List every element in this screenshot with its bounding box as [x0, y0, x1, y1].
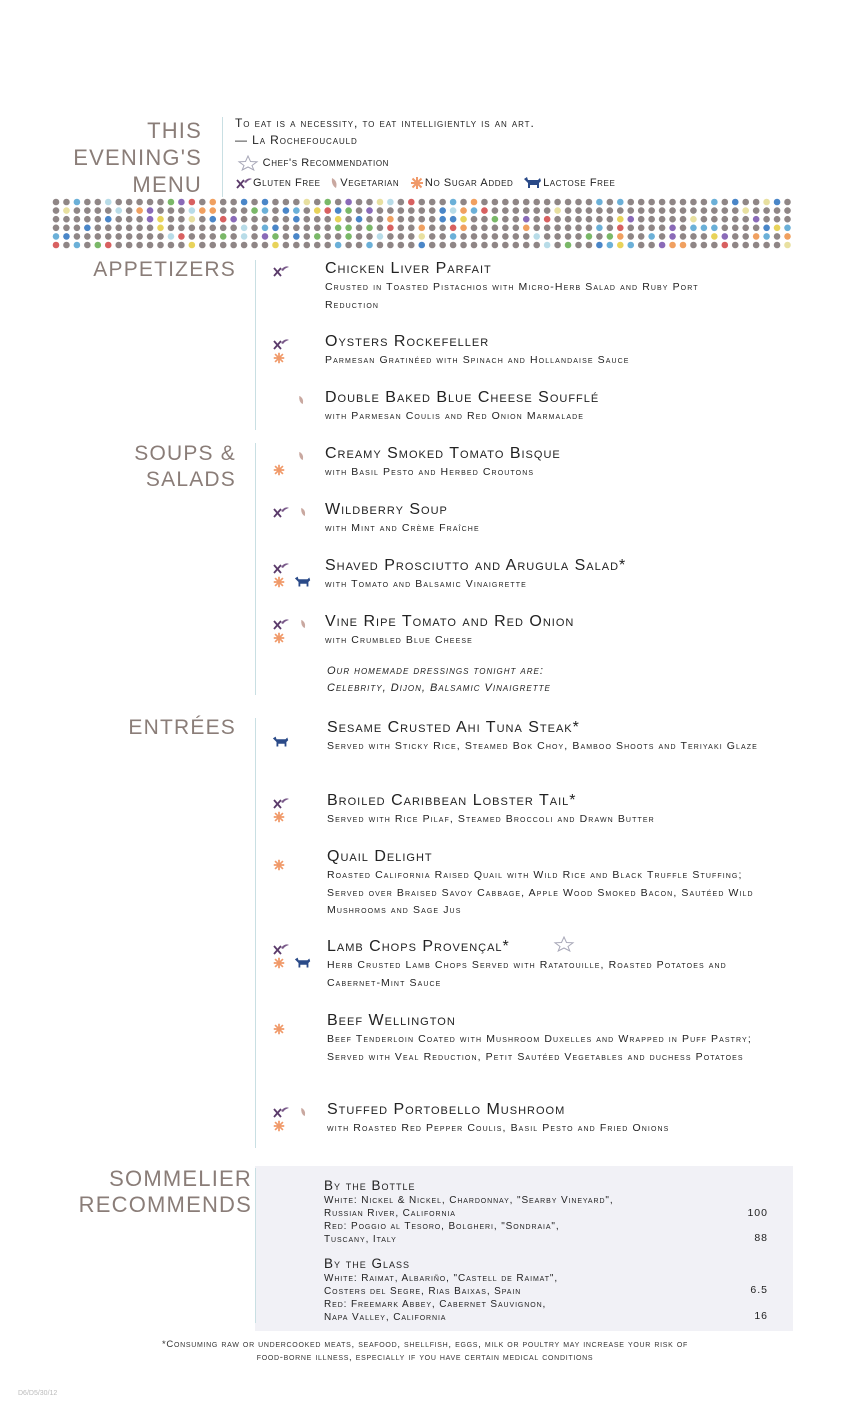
dish-description: Served with Rice Pilaf, Steamed Broccoli and Drawn Butter — [327, 813, 655, 825]
glass-white-line-1: White: Raimat, Albariño, "Castell de Raimat", — [324, 1273, 559, 1284]
menu-title — [30, 117, 202, 198]
legend-chef — [237, 155, 389, 171]
no-sugar-added-icon — [272, 1022, 286, 1036]
vegetarian-icon — [296, 449, 306, 463]
dietary-icons — [270, 393, 316, 423]
menu-title-line-3: MENU — [132, 172, 202, 197]
dish-name: Broiled Caribbean Lobster Tail* — [327, 792, 577, 809]
dish-item — [325, 557, 755, 594]
no-sugar-added-icon — [272, 956, 286, 970]
lactose-free-icon — [272, 735, 290, 749]
no-sugar-added-icon — [272, 463, 286, 477]
dish-description: Crusted in Toasted Pistachios with Micro-Herb Salad and Ruby Port Reduction — [325, 281, 699, 311]
gluten-free-icon — [272, 796, 290, 810]
section-title-entrees: ENTRÉES — [128, 716, 236, 739]
dish-item — [327, 938, 777, 992]
bottle-white-line-1: White: Nickel & Nickel, Chardonnay, "Searby Vineyard", — [324, 1195, 614, 1206]
dish-name: Creamy Smoked Tomato Bisque — [325, 445, 561, 462]
section-title-sommelier — [30, 1166, 252, 1218]
footer-disclaimer — [40, 1338, 810, 1364]
dietary-icons — [270, 852, 316, 882]
dish-item — [327, 1101, 777, 1138]
wine-list — [324, 1178, 774, 1324]
appetizers-divider — [255, 260, 256, 430]
gluten-free-icon — [235, 176, 253, 190]
glass-red-line-2: Napa Valley, California — [324, 1312, 447, 1323]
dish-item — [325, 260, 755, 314]
sommelier-title-line-1: SOMMELIER — [109, 1166, 252, 1191]
dish-item — [327, 719, 777, 756]
glass-red-price: 16 — [754, 1310, 768, 1322]
no-sugar-added-icon — [272, 351, 286, 365]
dish-description: with Crumbled Blue Cheese — [325, 634, 473, 646]
dot-band — [52, 198, 792, 250]
dish-description: with Tomato and Balsamic Vinaigrette — [325, 578, 527, 590]
gluten-free-icon — [272, 617, 290, 631]
vegetarian-icon — [328, 176, 340, 190]
vegetarian-icon — [296, 393, 306, 407]
dietary-icons — [270, 505, 316, 535]
bottle-white — [324, 1194, 774, 1220]
dish-item — [325, 501, 755, 538]
dish-description: with Parmesan Coulis and Red Onion Marmalade — [325, 410, 585, 422]
glass-red-line-1: Red: Freemark Abbey, Cabernet Sauvignon, — [324, 1299, 547, 1310]
vegetarian-icon — [298, 505, 308, 519]
dish-item — [325, 613, 755, 650]
dish-name: Oysters Rockefeller — [325, 333, 490, 350]
dish-item — [325, 333, 755, 370]
legend-gluten-label: Gluten Free — [253, 176, 321, 189]
dish-description: Herb Crusted Lamb Chops Served with Ratatouille, Roasted Potatoes and Cabernet-Mint Sauce — [327, 959, 727, 989]
dietary-icons — [270, 617, 316, 647]
gluten-free-icon — [272, 264, 290, 278]
dietary-icons — [270, 942, 316, 972]
footer-line-1: *Consuming raw or undercooked meats, seafood, shellfish, eggs, milk or poultry may increase your risk of — [162, 1339, 688, 1350]
dish-description: Parmesan Gratinéed with Spinach and Hollandaise Sauce — [325, 354, 630, 366]
dish-name: Shaved Prosciutto and Arugula Salad* — [325, 557, 627, 574]
legend-lactose-label: Lactose Free — [543, 176, 616, 189]
dish-name: Vine Ripe Tomato and Red Onion — [325, 613, 575, 630]
bottle-red-line-2: Tuscany, Italy — [324, 1234, 397, 1245]
header-divider — [222, 117, 223, 197]
dish-name: Beef Wellington — [327, 1012, 456, 1029]
dietary-icons — [270, 796, 316, 826]
dish-name: Double Baked Blue Cheese Soufflé — [325, 389, 600, 406]
quote-author: — La Rochefoucauld — [235, 133, 358, 147]
dish-description: Roasted California Raised Quail with Wild Rice and Black Truffle Stuffing; Served over Braised Savoy Cabbage, Apple Wood Smoked Bacon, Sautéed Wild Mushrooms and Sage Jus — [327, 869, 754, 916]
dietary-icons — [270, 1105, 316, 1135]
sommelier-title-line-2: RECOMMENDS — [78, 1192, 252, 1217]
vegetarian-icon — [298, 1105, 308, 1119]
footer-line-2: food-borne illness, especially if you have certain medical conditions — [256, 1352, 594, 1363]
dish-name: Sesame Crusted Ahi Tuna Steak* — [327, 719, 580, 736]
chef-star-icon — [553, 936, 575, 952]
no-sugar-added-icon — [272, 631, 286, 645]
dressings-line-2: Celebrity, Dijon, Balsamic Vinaigrette — [327, 682, 551, 694]
dish-description: Served with Sticky Rice, Steamed Bok Choy, Bamboo Shoots and Teriyaki Glaze — [327, 740, 758, 752]
no-sugar-added-icon — [272, 1119, 286, 1133]
bottle-red-price: 88 — [754, 1232, 768, 1244]
dressings-note — [327, 663, 551, 697]
glass-white-price: 6.5 — [750, 1284, 768, 1296]
dish-item — [327, 792, 777, 829]
gluten-free-icon — [272, 942, 290, 956]
menu-title-line-2: EVENING'S — [73, 145, 202, 170]
glass-white-line-2: Costers del Segre, Rias Baixas, Spain — [324, 1286, 522, 1297]
bottle-heading: By the Bottle — [324, 1178, 416, 1193]
section-title-appetizers: APPETIZERS — [93, 258, 236, 281]
dressings-line-1: Our homemade dressings tonight are: — [327, 665, 544, 677]
bottle-white-price: 100 — [747, 1207, 768, 1219]
dish-description: Beef Tenderloin Coated with Mushroom Duxelles and Wrapped in Puff Pastry; Served with Veal Reduction, Petit Sautéed Vegetables and duchess Potatoes — [327, 1033, 752, 1063]
no-sugar-added-icon — [272, 858, 286, 872]
dish-item — [327, 848, 777, 920]
dietary-icons — [270, 723, 316, 753]
glass-red — [324, 1298, 774, 1324]
dietary-icons — [270, 337, 316, 367]
no-sugar-added-icon — [409, 176, 425, 190]
dish-item — [327, 1012, 777, 1066]
no-sugar-added-icon — [272, 575, 286, 589]
chef-star-icon — [237, 155, 259, 171]
quote: To eat is a necessity, to eat intelligiently is an art. — [235, 116, 535, 130]
gluten-free-icon — [272, 505, 290, 519]
dish-name: Quail Delight — [327, 848, 433, 865]
bottle-red — [324, 1220, 774, 1246]
sommelier-divider — [255, 1168, 256, 1323]
bottle-white-line-2: Russian River, California — [324, 1208, 456, 1219]
dietary-icons — [270, 1016, 316, 1046]
gluten-free-icon — [272, 337, 290, 351]
legend-chef-label: Chef's Recommendation — [262, 156, 390, 169]
glass-heading: By the Glass — [324, 1256, 411, 1271]
dietary-icons — [270, 449, 316, 479]
gluten-free-icon — [272, 1105, 290, 1119]
soups-title-line-2: SALADS — [145, 468, 236, 491]
dish-description: with Basil Pesto and Herbed Croutons — [325, 466, 535, 478]
menu-title-line-1: THIS — [147, 118, 202, 143]
dish-name: Lamb Chops Provençal* — [327, 938, 510, 955]
dish-item — [325, 389, 755, 426]
dietary-icons — [270, 561, 316, 591]
soups-divider — [255, 443, 256, 695]
dish-description: with Mint and Crème Fraîche — [325, 522, 480, 534]
vegetarian-icon — [298, 617, 308, 631]
lactose-free-icon — [294, 956, 312, 970]
lactose-free-icon — [523, 176, 543, 190]
dish-name: Chicken Liver Parfait — [325, 260, 492, 277]
legend-vegetarian-label: Vegetarian — [340, 176, 400, 189]
glass-white — [324, 1272, 774, 1298]
bottle-red-line-1: Red: Poggio al Tesoro, Bolgheri, "Sondraia", — [324, 1221, 560, 1232]
dish-item — [325, 445, 755, 482]
dish-description: with Roasted Red Pepper Coulis, Basil Pesto and Fried Onions — [327, 1122, 670, 1134]
legend-nosugar-label: No Sugar Added — [424, 176, 514, 189]
gluten-free-icon — [272, 561, 290, 575]
entrees-divider — [255, 718, 256, 1148]
lactose-free-icon — [294, 575, 312, 589]
footer-code: D6/D5/30/12 — [18, 1390, 58, 1397]
section-title-soups — [40, 441, 236, 493]
dish-name: Wildberry Soup — [325, 501, 448, 518]
legend-row — [235, 176, 615, 190]
dietary-icons — [270, 264, 316, 294]
soups-title-line-1: SOUPS & — [134, 442, 236, 465]
dish-name: Stuffed Portobello Mushroom — [327, 1101, 566, 1118]
no-sugar-added-icon — [272, 810, 286, 824]
